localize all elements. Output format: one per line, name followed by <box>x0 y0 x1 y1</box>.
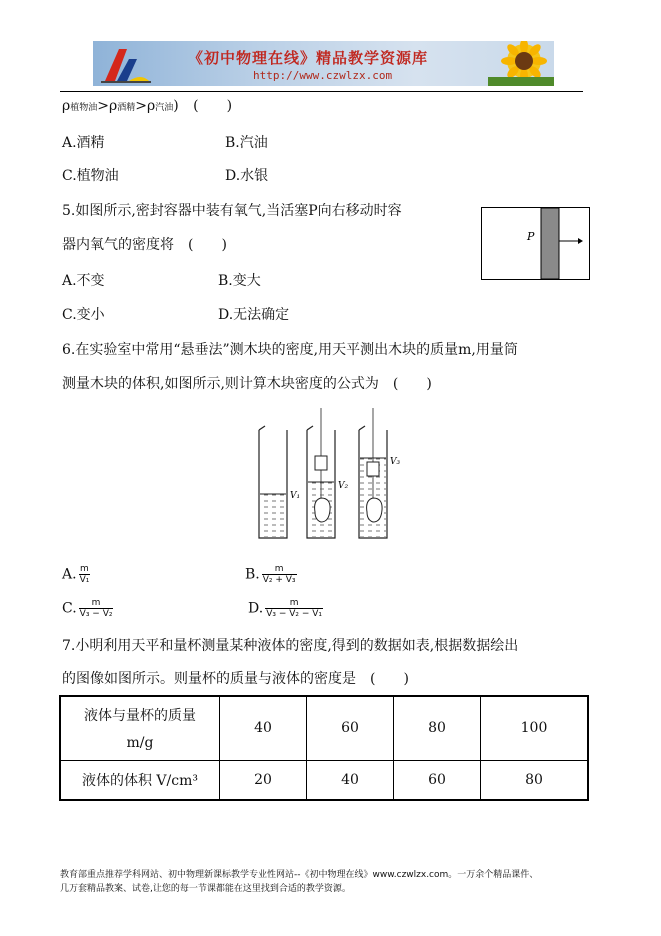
q6-stem-line2: 测量木块的体积,如图所示,则计算木块密度的公式为 ( ) <box>62 376 432 392</box>
table-row-label: 液体的体积 V/cm³ <box>60 760 220 800</box>
piston <box>541 208 559 279</box>
q5-stem-line2: 器内氧气的密度将 ( ) <box>62 237 227 253</box>
table-cell: 60 <box>394 760 481 800</box>
footer-line-2: 几万套精品教案、试卷,让您的每一节课都能在这里找到合适的教学资源。 <box>60 884 351 894</box>
header-divider <box>60 91 583 92</box>
footer-line-1: 教育部重点推荐学科网站、初中物理新课标教学专业性网站--《初中物理在线》www.czwlzx.com。一万余个精品课件、 <box>60 870 539 880</box>
q4-density-order: ρ植物油>ρ酒精>ρ汽油) ( ) <box>62 98 233 114</box>
piston-label: P <box>527 230 535 243</box>
q6-option-a: A. $\frac{m}{\text{V₁}}$ <box>62 564 90 585</box>
q5-stem-line1: 5.如图所示,密封容器中装有氧气,当活塞P向右移动时容 <box>62 203 402 219</box>
table-cell: 20 <box>220 760 307 800</box>
q5-option-b: B.变大 <box>218 273 261 289</box>
table-row-label: 液体与量杯的质量 m/g <box>60 696 220 760</box>
piston-container-figure <box>480 207 592 281</box>
q5-option-c: C.变小 <box>62 307 105 323</box>
q4-option-a: A.酒精 <box>62 135 105 151</box>
table-cell: 40 <box>307 760 394 800</box>
sunflower-icon <box>488 41 554 86</box>
site-logo <box>97 43 157 85</box>
banner-title: 《初中物理在线》精品教学资源库 <box>188 49 429 67</box>
table-cell: 100 <box>481 696 589 760</box>
table-row <box>60 760 588 800</box>
q7-stem-line1: 7.小明利用天平和量杯测量某种液体的密度,得到的数据如表,根据数据绘出 <box>62 638 519 654</box>
banner-url: http://www.czwlzx.com <box>253 69 393 82</box>
table-row <box>60 696 588 760</box>
svg-text:V₂: V₂ <box>338 481 349 491</box>
svg-text:V₃: V₃ <box>390 457 401 467</box>
cylinder-1 <box>259 426 300 538</box>
q6-option-c: C. $\frac{m}{\text{V₃ − V₂}}$ <box>62 598 113 619</box>
q4-option-b: B.汽油 <box>225 135 268 151</box>
table-cell: 80 <box>394 696 481 760</box>
table-cell: 60 <box>307 696 394 760</box>
q7-data-table <box>59 695 589 801</box>
q4-option-d: D.水银 <box>225 168 269 184</box>
cylinder-3 <box>359 408 400 538</box>
q7-stem-line2: 的图像如图所示。则量杯的质量与液体的密度是 ( ) <box>62 671 409 687</box>
svg-text:V₁: V₁ <box>290 491 301 501</box>
cylinder-2 <box>307 408 348 538</box>
cylinders-figure <box>255 408 415 543</box>
q5-option-d: D.无法确定 <box>218 307 290 323</box>
q5-option-a: A.不变 <box>62 273 105 289</box>
q4-option-c: C.植物油 <box>62 168 119 184</box>
header-banner <box>93 41 554 86</box>
q6-option-d: D. $\frac{m}{\text{V₃ − V₂ − V₁}}$ <box>248 598 323 619</box>
q6-option-b: B. $\frac{m}{\text{V₂ + V₃}}$ <box>245 564 296 585</box>
table-cell: 80 <box>481 760 589 800</box>
q6-stem-line1: 6.在实验室中常用“悬垂法”测木块的密度,用天平测出木块的质量m,用量筒 <box>62 342 518 358</box>
table-cell: 40 <box>220 696 307 760</box>
